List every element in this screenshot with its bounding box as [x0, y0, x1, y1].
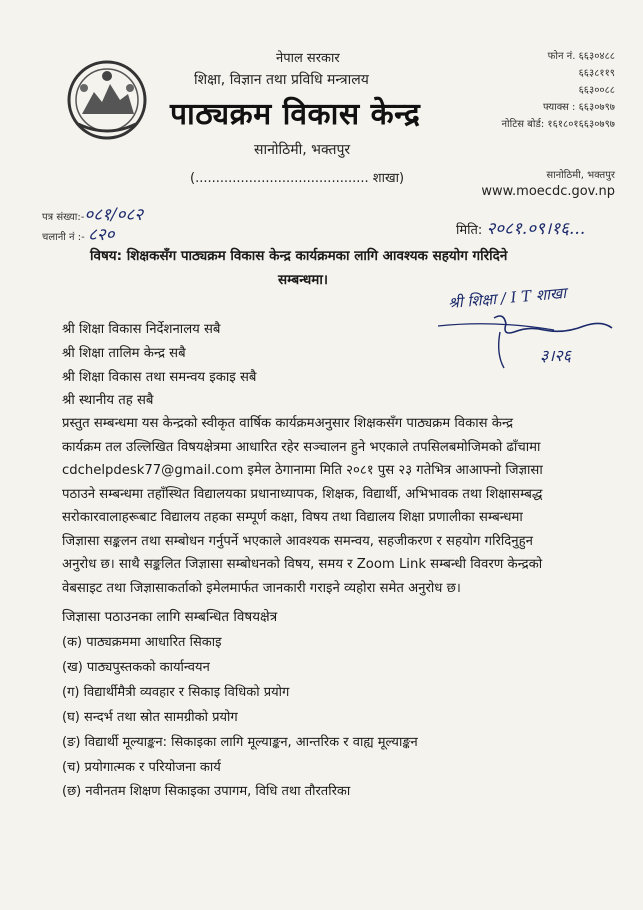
- contact-block: [501, 48, 615, 133]
- body-line: कार्यक्रम तल उल्लिखित विषयक्षेत्रमा आधारित रहेर सञ्चालन हुने भएकाले तपसिलबमोजिमको ढाँचामा: [62, 439, 541, 455]
- office-name: पाठ्यक्रम विकास केन्द्र: [170, 97, 421, 132]
- office-location: सानोठिमी, भक्तपुर: [254, 142, 351, 158]
- recipient-item: श्री शिक्षा विकास तथा समन्वय इकाइ सबै: [62, 370, 257, 385]
- area-item: (क) पाठ्यक्रममा आधारित सिकाइ: [62, 635, 222, 650]
- signature-date: ३।२६: [540, 346, 572, 365]
- body-line: सरोकारवालाहरूबाट विद्यालय तहका सम्पूर्ण कक्षा, विषय तथा विद्यालय शिक्षा प्रणालीका सम्बन्धमा: [62, 510, 523, 525]
- recipient-item: श्री स्थानीय तह सबै: [62, 393, 154, 408]
- notice-board-line: नोटिस बोर्ड: १६१८०१६६३०७९७: [501, 119, 615, 130]
- recipient-item: श्री शिक्षा विकास निर्देशनालय सबै: [62, 322, 221, 337]
- subject-line-1: विषय: शिक्षकसँग पाठ्यक्रम विकास केन्द्र कार्यक्रमका लागि आवश्यक सहयोग गरिदिने: [90, 248, 508, 264]
- area-item: (घ) सन्दर्भ तथा स्रोत सामग्रीको प्रयोग: [62, 710, 238, 725]
- area-item: (ङ) विद्यार्थी मूल्याङ्कन: सिकाइका लागि मूल्याङ्कन, आन्तरिक र वाह्य मूल्याङ्कन: [62, 735, 418, 750]
- nepal-emblem-icon: [64, 58, 150, 142]
- letter-date: मिति: २०८१.०९।१६...: [456, 219, 586, 239]
- letter-no: पत्र संख्या:-०८१/०८२: [42, 205, 144, 225]
- phone-line-2: ६६३८११९: [578, 68, 615, 79]
- area-item: (छ) नवीनतम शिक्षण सिकाइका उपागम, विधि तथा तौरतरिका: [62, 784, 351, 799]
- govt-name: नेपाल सरकार: [276, 51, 340, 66]
- body-paragraph: [62, 412, 602, 600]
- body-line: प्रस्तुत सम्बन्धमा यस केन्द्रको स्वीकृत वार्षिक कार्यक्रमअनुसार शिक्षकसँग पाठ्यक्रम विकास केन्द्र: [62, 416, 513, 431]
- body-line: वेबसाइट तथा जिज्ञासाकर्ताको इमेलमार्फत जानकारी गराइने व्यहोरा समेत अनुरोध छ।: [62, 580, 461, 596]
- area-item: (ख) पाठ्यपुस्तकको कार्यान्वयन: [62, 660, 210, 675]
- contact-address: सानोठिमी, भक्तपुर: [546, 170, 615, 181]
- website-link[interactable]: www.moecdc.gov.np: [481, 184, 615, 199]
- body-line: अनुरोध छ। साथै सङ्कलित जिज्ञासा सम्बोधनको विषय, समय र Zoom Link सम्बन्धी विवरण केन्द्रको: [62, 557, 543, 572]
- body-line: cdchelpdesk77@gmail.com इमेल ठेगानामा मिति २०८१ पुस २३ गतेभित्र आआफ्नो जिज्ञासा: [62, 463, 543, 478]
- signature-icon: [434, 306, 624, 376]
- fax-line: फ्याक्स : ६६३०७९७: [542, 102, 615, 113]
- body-line: पठाउने सम्बन्धमा तहाँस्थित विद्यालयका प्रधानाध्यापक, शिक्षक, विद्यार्थी, अभिभावक तथा शिक्षासम्बद्ध: [62, 486, 543, 502]
- phone-line-3: ६६३००८८: [578, 85, 615, 96]
- subject-line-2: सम्बन्धमा।: [278, 272, 328, 288]
- dispatch-no: चलानी नं :- ८२०: [42, 225, 115, 245]
- recipient-item: श्री शिक्षा तालिम केन्द्र सबै: [62, 346, 186, 361]
- branch-blank: (.......................................... शाखा): [190, 171, 405, 186]
- ministry-name: शिक्षा, विज्ञान तथा प्रविधि मन्त्रालय: [194, 72, 369, 88]
- area-item: (च) प्रयोगात्मक र परियोजना कार्य: [62, 760, 221, 775]
- body-line: जिज्ञासा सङ्कलन तथा सम्बोधन गर्नुपर्ने भएकाले आवश्यक समन्वय, सहजीकरण र सहयोग गरिदिनुहुन: [62, 533, 533, 549]
- phone-line-1: फोन नं. ६६३०४८८: [547, 51, 615, 62]
- handwritten-note: श्री शिक्षा / I T शाखा: [447, 283, 567, 313]
- areas-heading: जिज्ञासा पठाउनका लागि सम्बन्धित विषयक्षेत्र: [62, 609, 278, 625]
- area-item: (ग) विद्यार्थीमैत्री व्यवहार र सिकाइ विधिको प्रयोग: [62, 685, 290, 700]
